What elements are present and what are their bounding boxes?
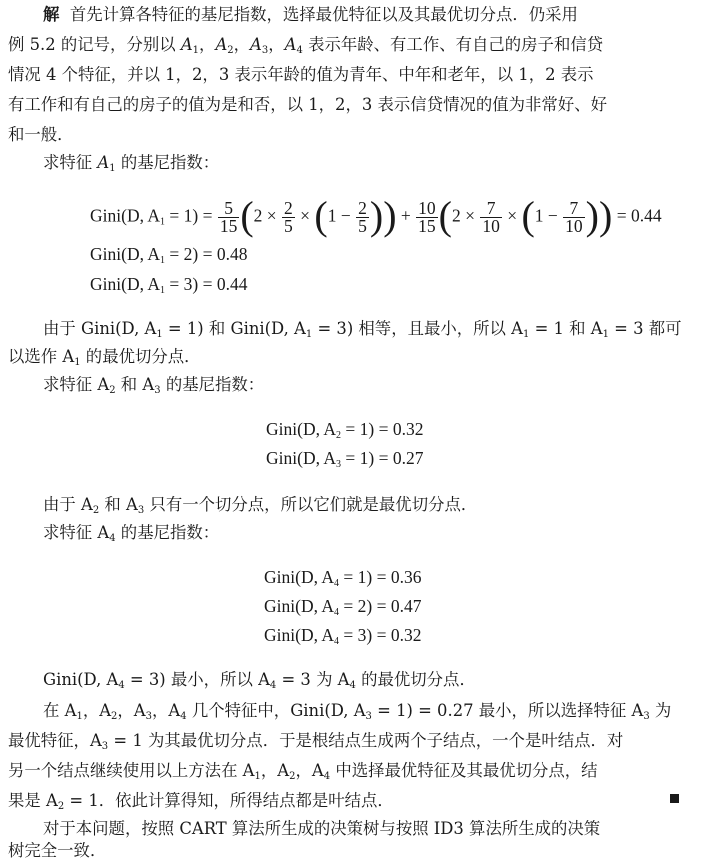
a3-equation <box>266 447 423 469</box>
sub: 4 <box>269 680 277 691</box>
final-line-2 <box>8 730 623 752</box>
text: = 1) 和 Gini(D, A <box>162 319 306 338</box>
eq-lhs: Gini(D, A <box>264 625 334 645</box>
text: ，A <box>82 701 112 720</box>
a4-equation-3 <box>264 624 421 646</box>
sub: 2 <box>92 505 100 516</box>
sub: 3 <box>154 385 161 396</box>
eq-rhs: = 1) = 0.32 <box>341 419 424 439</box>
text: 中选择最优特征及其最优切分点，结 <box>330 761 598 780</box>
text: 求特征 A <box>43 375 110 394</box>
a1-equation-3 <box>90 273 247 295</box>
sym: A <box>97 153 110 172</box>
a1-equation-2 <box>90 243 247 265</box>
end-of-proof-square <box>670 794 679 803</box>
sub: 1 <box>76 711 83 722</box>
text: = 3) 最小，所以 A <box>124 670 270 689</box>
sub: 4 <box>296 45 303 56</box>
a1-intro <box>43 152 219 174</box>
sub: 1 <box>160 285 165 296</box>
text: ，A <box>295 761 324 780</box>
eq-lhs: Gini(D, A <box>264 596 334 616</box>
sub: 3 <box>145 711 153 722</box>
final-line-4 <box>8 790 394 812</box>
text: 最优特征，A <box>8 731 102 750</box>
sub: 4 <box>180 711 187 722</box>
den: 15 <box>418 216 436 236</box>
sub: 2 <box>111 711 118 722</box>
sub: 4 <box>334 607 339 618</box>
eq-lhs: Gini(D, A <box>266 448 336 468</box>
sub: 1 <box>109 163 116 174</box>
op: + <box>396 205 416 226</box>
paren-open: ( <box>438 192 452 238</box>
text: 在 A <box>43 701 77 720</box>
eq-lhs: Gini(D, A <box>90 205 160 226</box>
den: 15 <box>219 216 238 236</box>
text: 几个特征中，Gini(D, A <box>186 701 366 720</box>
sub: 3 <box>261 45 269 56</box>
op: 1 − <box>534 205 563 226</box>
paragraph-1-line-5: 和一般． <box>8 125 74 144</box>
sub: 4 <box>323 771 331 782</box>
eq-mid: = 1) = <box>165 205 217 226</box>
text: 的基尼指数： <box>115 153 220 172</box>
text: 由于 A <box>43 495 93 514</box>
paragraph-1-line-2 <box>8 34 603 56</box>
sub: 4 <box>109 533 116 544</box>
op: × <box>502 205 522 226</box>
paren-close: ) <box>383 192 397 238</box>
a4-equation-2 <box>264 595 421 617</box>
last-line-2: 树完全一致． <box>8 841 107 860</box>
text: 果是 A <box>8 791 58 810</box>
sub: 4 <box>118 680 125 691</box>
paren-open: ( <box>240 192 254 238</box>
num: 5 <box>224 198 233 218</box>
final-line-1 <box>43 700 671 722</box>
num: 7 <box>486 198 496 218</box>
eq-rhs: = 1) = 0.36 <box>339 567 422 587</box>
sym: A <box>215 35 228 54</box>
text: = 3 都可 <box>608 319 682 338</box>
num: 10 <box>418 198 436 218</box>
text: = 1 和 A <box>529 319 603 338</box>
paren-open: ( <box>521 192 535 238</box>
sym: A <box>250 35 262 54</box>
paren-close: ) <box>599 192 613 238</box>
text: 和 A <box>115 375 155 394</box>
sub: 4 <box>334 636 339 647</box>
text: ，A <box>260 761 290 780</box>
text: 和 A <box>99 495 138 514</box>
den: 10 <box>565 216 583 236</box>
fraction-2-5 <box>282 200 295 235</box>
sym: A <box>180 35 193 54</box>
sub: 3 <box>336 459 341 470</box>
text: 求特征 A <box>43 523 110 542</box>
sep: ， <box>233 35 251 54</box>
final-line-3 <box>8 760 598 782</box>
sub: 3 <box>643 711 650 722</box>
den: 5 <box>284 216 293 236</box>
sub: 1 <box>160 255 165 266</box>
a4-equation-1 <box>264 566 421 588</box>
paren-close: ) <box>585 192 599 238</box>
a2-equation <box>266 418 423 440</box>
paragraph-1-line-4: 有工作和有自己的房子的值为是和否，以 1，2，3 表示信贷情况的值为非常好、好 <box>8 95 607 114</box>
text: 的基尼指数： <box>160 375 265 394</box>
sub: 1 <box>74 357 81 368</box>
a23-conclusion <box>43 494 477 516</box>
paragraph-1-line-3: 情况 4 个特征，并以 1，2，3 表示年龄的值为青年、中年和老年，以 1，2 表示 <box>8 65 594 84</box>
sub: 2 <box>57 801 65 812</box>
eq-rhs: = 3) = 0.44 <box>165 274 248 294</box>
fraction-2-5b <box>356 200 369 235</box>
eq-rhs: = 2) = 0.48 <box>165 244 248 264</box>
result: = 0.44 <box>612 205 662 226</box>
sub: 2 <box>109 385 116 396</box>
solution-tag: 解 <box>43 5 60 24</box>
text: 的基尼指数： <box>115 523 220 542</box>
sub: 1 <box>254 771 261 782</box>
op: 2 × <box>451 205 480 226</box>
a23-intro <box>43 374 264 396</box>
sub: 1 <box>156 329 163 340</box>
op: × <box>295 205 315 226</box>
text: 为 <box>649 701 672 720</box>
text: = 1 为其最优切分点．于是根结点生成两个子结点，一个是叶结点．对 <box>108 731 624 750</box>
text: 求特征 <box>43 153 98 172</box>
sub: 1 <box>192 45 200 56</box>
text: 的最优切分点． <box>80 347 201 366</box>
eq-lhs: Gini(D, A <box>90 244 160 264</box>
text: 的最优切分点． <box>355 670 476 689</box>
eq-lhs: Gini(D, A <box>90 274 160 294</box>
fraction-5-15 <box>218 200 240 235</box>
eq-lhs: Gini(D, A <box>264 567 334 587</box>
text: = 1) = 0.27 最小，所以选择特征 A <box>371 701 644 720</box>
a1-conclusion-line-1 <box>43 318 682 340</box>
den: 5 <box>358 216 367 236</box>
a1-equation-1 <box>90 192 662 238</box>
sym: A <box>284 35 297 54</box>
sub: 1 <box>522 329 530 340</box>
text: 以选作 A <box>8 347 75 366</box>
eq-rhs: = 2) = 0.47 <box>339 596 422 616</box>
sub: 1 <box>160 216 165 228</box>
sub: 2 <box>227 45 234 56</box>
num: 2 <box>284 198 293 218</box>
sub: 3 <box>101 741 109 752</box>
op: 1 − <box>327 205 356 226</box>
op: 2 × <box>253 205 282 226</box>
text: 表示年龄、有工作、有自己的房子和信贷 <box>302 35 604 54</box>
text: ，A <box>117 701 146 720</box>
sub: 1 <box>602 329 609 340</box>
a1-conclusion-line-2 <box>8 346 201 368</box>
fraction-7-10b <box>563 200 585 235</box>
text: ，A <box>152 701 181 720</box>
a4-conclusion <box>43 669 476 691</box>
text: = 3 为 A <box>276 670 350 689</box>
eq-lhs: Gini(D, A <box>266 419 336 439</box>
a4-intro <box>43 522 219 544</box>
den: 10 <box>482 216 500 236</box>
sep: ， <box>199 35 216 54</box>
text: = 1．依此计算得知，所得结点都是叶结点． <box>64 791 394 810</box>
sub: 2 <box>289 771 296 782</box>
text: Gini(D, A <box>43 670 119 689</box>
fraction-7-10 <box>480 200 502 235</box>
eq-rhs: = 1) = 0.27 <box>341 448 424 468</box>
text: 只有一个切分点，所以它们就是最优切分点． <box>144 495 478 514</box>
num: 2 <box>358 198 367 218</box>
sub: 2 <box>336 430 341 441</box>
fraction-10-15 <box>416 200 438 235</box>
sub: 3 <box>365 711 372 722</box>
text: 首先计算各特征的基尼指数，选择最优特征以及其最优切分点．仍采用 <box>69 5 578 24</box>
text: 由于 Gini(D, A <box>43 319 157 338</box>
text: = 3) 相等，且最小，所以 A <box>312 319 523 338</box>
paragraph-1-line-1 <box>43 4 578 26</box>
last-line-1: 对于本问题，按照 CART 算法所生成的决策树与按照 ID3 算法所生成的决策 <box>43 819 601 838</box>
sub: 1 <box>305 329 313 340</box>
paren-open: ( <box>314 192 328 238</box>
sub: 3 <box>137 505 145 516</box>
sub: 4 <box>349 680 356 691</box>
eq-rhs: = 3) = 0.32 <box>339 625 422 645</box>
text: 另一个结点继续使用以上方法在 A <box>8 761 255 780</box>
sub: 4 <box>334 578 339 589</box>
num: 7 <box>569 198 579 218</box>
text: 例 5.2 的记号，分别以 <box>8 35 181 54</box>
sep: ， <box>268 35 285 54</box>
paren-close: ) <box>369 192 384 238</box>
